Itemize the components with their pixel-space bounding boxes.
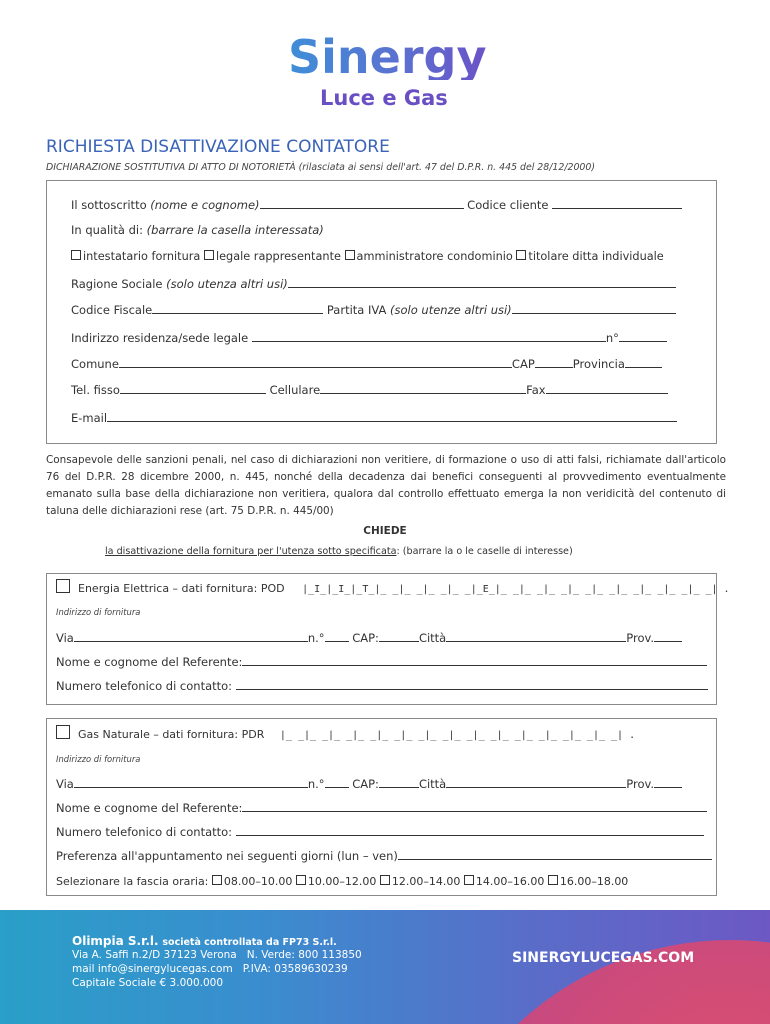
footer-verde: N. Verde: 800 113850 (246, 949, 362, 961)
option-legale[interactable]: legale rappresentante (204, 250, 341, 263)
ragione-sociale-label: Ragione Sociale (71, 277, 163, 291)
gas-citta-field[interactable] (446, 775, 626, 788)
gas-telefono-field[interactable] (236, 823, 704, 836)
cellulare-label: Cellulare (269, 383, 321, 397)
gas-row-fascia (56, 874, 628, 890)
row-indirizzo (71, 329, 667, 345)
pdr-code-field[interactable]: |_ _|_ _|_ _|_ _|_ _|_ _|_ _|_ _|_ _|_ _|_ _|_ _|_ _|_ _| . (279, 730, 636, 741)
fax-label: Fax (526, 383, 546, 397)
footer-company-note: società controllata da FP73 S.r.l. (162, 937, 337, 948)
ragione-sociale-field[interactable] (288, 275, 676, 288)
row-telefono (71, 381, 668, 397)
citta-label: Città (418, 777, 447, 791)
fascia-option[interactable]: 16.00–18.00 (548, 875, 628, 888)
sottoscritto-label: Il sottoscritto (71, 198, 147, 212)
preferenza-label: Preferenza all'appuntamento nei seguenti giorni (lun – ven) (56, 849, 398, 863)
disattivazione-text: la disattivazione della fornitura per l'utenza sotto specificata (105, 546, 397, 557)
fascia-option[interactable]: 12.00–14.00 (380, 875, 460, 888)
qualita-label: In qualità di: (71, 223, 143, 237)
cap-label: CAP: (352, 777, 379, 791)
energia-row-telefono (56, 677, 708, 693)
referente-label: Nome e cognome del Referente: (56, 801, 243, 815)
checkbox[interactable] (212, 875, 222, 885)
partita-iva-field[interactable] (512, 301, 676, 314)
energia-n-field[interactable] (325, 629, 349, 642)
partita-iva-label: Partita IVA (326, 303, 387, 317)
disattivazione-note: : (barrare la o le caselle di interesse) (396, 546, 573, 557)
page-subtitle: DICHIARAZIONE SOSTITUTIVA DI ATTO DI NOTORIETÀ (rilasciata ai sensi dell'art. 47 del D.P.R. n. 445 del 28/12/2000) (46, 162, 596, 173)
codice-cliente-field[interactable] (552, 196, 682, 209)
numero-label: n° (605, 331, 619, 345)
footer-mail[interactable]: mail info@sinergylucegas.com (72, 963, 233, 975)
row-codice-fiscale (71, 301, 676, 317)
indirizzo-label: Indirizzo residenza/sede legale (71, 331, 249, 345)
email-field[interactable] (107, 409, 677, 422)
footer-address: Via A. Saffi n.2/D 37123 Verona (72, 949, 237, 961)
nome-cognome-hint: (nome e cognome) (150, 198, 260, 212)
via-label: Via (56, 631, 74, 645)
logo-tagline: Luce e Gas (320, 86, 448, 110)
energia-header (56, 579, 730, 595)
n-label: n.° (307, 777, 325, 791)
chiede-heading: CHIEDE (363, 525, 407, 537)
pdr-label: PDR (241, 728, 265, 741)
telefono-label: Numero telefonico di contatto: (56, 825, 233, 839)
codice-fiscale-label: Codice Fiscale (71, 303, 153, 317)
checkbox[interactable] (548, 875, 558, 885)
comune-field[interactable] (119, 355, 512, 368)
gas-cap-field[interactable] (379, 775, 419, 788)
energia-row-via (56, 629, 682, 645)
tel-field[interactable] (120, 381, 266, 394)
nome-cognome-field[interactable] (260, 196, 464, 209)
referente-label: Nome e cognome del Referente: (56, 655, 243, 669)
indirizzo-field[interactable] (252, 329, 606, 342)
footer-capitale: Capitale Sociale € 3.000.000 (72, 977, 223, 989)
gas-preferenza-field[interactable] (398, 847, 712, 860)
energia-citta-field[interactable] (446, 629, 626, 642)
fascia-option[interactable]: 10.00–12.00 (296, 875, 376, 888)
gas-indirizzo-caption: Indirizzo di fornitura (56, 754, 141, 764)
gas-row-preferenza (56, 847, 712, 863)
provincia-label: Provincia (572, 357, 625, 371)
prov-label: Prov. (626, 631, 655, 645)
gas-row-via (56, 775, 682, 791)
energia-telefono-field[interactable] (236, 677, 708, 690)
energia-via-field[interactable] (74, 629, 308, 642)
provincia-field[interactable] (625, 355, 662, 368)
row-qualita (71, 222, 324, 238)
tel-label: Tel. fisso (71, 383, 120, 397)
gas-row-telefono (56, 823, 704, 839)
telefono-label: Numero telefonico di contatto: (56, 679, 233, 693)
gas-via-field[interactable] (74, 775, 308, 788)
consapevole-paragraph: Consapevole delle sanzioni penali, nel caso di dichiarazioni non veritiere, di formazione o uso di atti falsi, richiamate dall'articolo 76 del D.P.R. 28 dicembre 2000, n. 445, nonché della decadenza dai benefici conseguenti al provvedimento eventualmente emanato sulla base della dichiarazione non veritiera, qualora dal controllo effettuato emerga la non veridicità del contenuto di taluna delle dichiarazioni rese (art. 75 D.P.R. n. 445/00) (46, 454, 726, 517)
energia-row-referente (56, 653, 707, 669)
pod-label: POD (260, 582, 285, 595)
option-intestatario[interactable]: intestatario fornitura (71, 250, 200, 263)
email-label: E-mail (71, 411, 108, 425)
checkbox[interactable] (296, 875, 306, 885)
fascia-label: Selezionare la fascia oraria: (56, 875, 209, 888)
numero-field[interactable] (619, 329, 667, 342)
energia-cap-field[interactable] (379, 629, 419, 642)
gas-prov-field[interactable] (654, 775, 682, 788)
codice-cliente-label: Codice cliente (467, 198, 549, 212)
n-label: n.° (307, 631, 325, 645)
energia-indirizzo-caption: Indirizzo di fornitura (56, 607, 141, 617)
pod-code-field[interactable]: |_I_|_I_|_T_|_ _|_ _|_ _|_ _|_E_|_ _|_ _|_ _|_ _|_ _|_ _|_ _|_ _|_ _| . (302, 584, 730, 595)
footer-company: Olimpia S.r.l. (72, 934, 159, 948)
option-titolare[interactable]: titolare ditta individuale (516, 250, 663, 263)
solo-altri-hint: (solo utenza altri usi) (166, 277, 288, 291)
checkbox[interactable] (464, 875, 474, 885)
row-qualita-options (71, 249, 664, 265)
via-label: Via (56, 777, 74, 791)
logo-wordmark: Sinergy (288, 30, 487, 84)
gas-header (56, 725, 635, 741)
prov-label: Prov. (626, 777, 655, 791)
row-email (71, 409, 677, 425)
gas-row-referente (56, 799, 707, 815)
checkbox[interactable] (380, 875, 390, 885)
fax-field[interactable] (546, 381, 668, 394)
footer-address-line (72, 948, 362, 963)
footer-mail-line (72, 962, 348, 977)
barrare-hint: (barrare la casella interessata) (146, 223, 324, 237)
fascia-option[interactable]: 08.00–10.00 (212, 875, 292, 888)
footer-website-link[interactable]: SINERGYLUCEGAS.COM (512, 950, 695, 966)
cap-label: CAP: (352, 631, 379, 645)
row-ragione-sociale (71, 275, 676, 291)
fascia-option[interactable]: 14.00–16.00 (464, 875, 544, 888)
option-amministratore[interactable]: amministratore condominio (345, 250, 513, 263)
gas-referente-field[interactable] (242, 799, 707, 812)
cellulare-field[interactable] (320, 381, 526, 394)
gas-checkbox[interactable] (56, 725, 70, 739)
gas-label: Gas Naturale – dati fornitura: (78, 728, 239, 741)
comune-label: Comune (71, 357, 119, 371)
cap-label: CAP (511, 357, 535, 371)
citta-label: Città (418, 631, 447, 645)
page-title: RICHIESTA DISATTIVAZIONE CONTATORE (46, 137, 390, 157)
disattivazione-line (105, 546, 573, 557)
cap-field[interactable] (535, 355, 573, 368)
solo-altri2-hint: (solo utenze altri usi) (390, 303, 512, 317)
gas-n-field[interactable] (325, 775, 349, 788)
checkbox[interactable] (71, 250, 81, 260)
footer-piva: P.IVA: 03589630239 (242, 963, 348, 975)
checkbox[interactable] (516, 250, 526, 260)
row-comune (71, 355, 662, 371)
energia-referente-field[interactable] (242, 653, 707, 666)
energia-prov-field[interactable] (654, 629, 682, 642)
row-sottoscritto (71, 196, 682, 212)
checkbox[interactable] (345, 250, 355, 260)
energia-checkbox[interactable] (56, 579, 70, 593)
footer-band (0, 910, 770, 1024)
checkbox[interactable] (204, 250, 214, 260)
energia-label: Energia Elettrica – dati fornitura: (78, 582, 258, 595)
codice-fiscale-field[interactable] (152, 301, 323, 314)
